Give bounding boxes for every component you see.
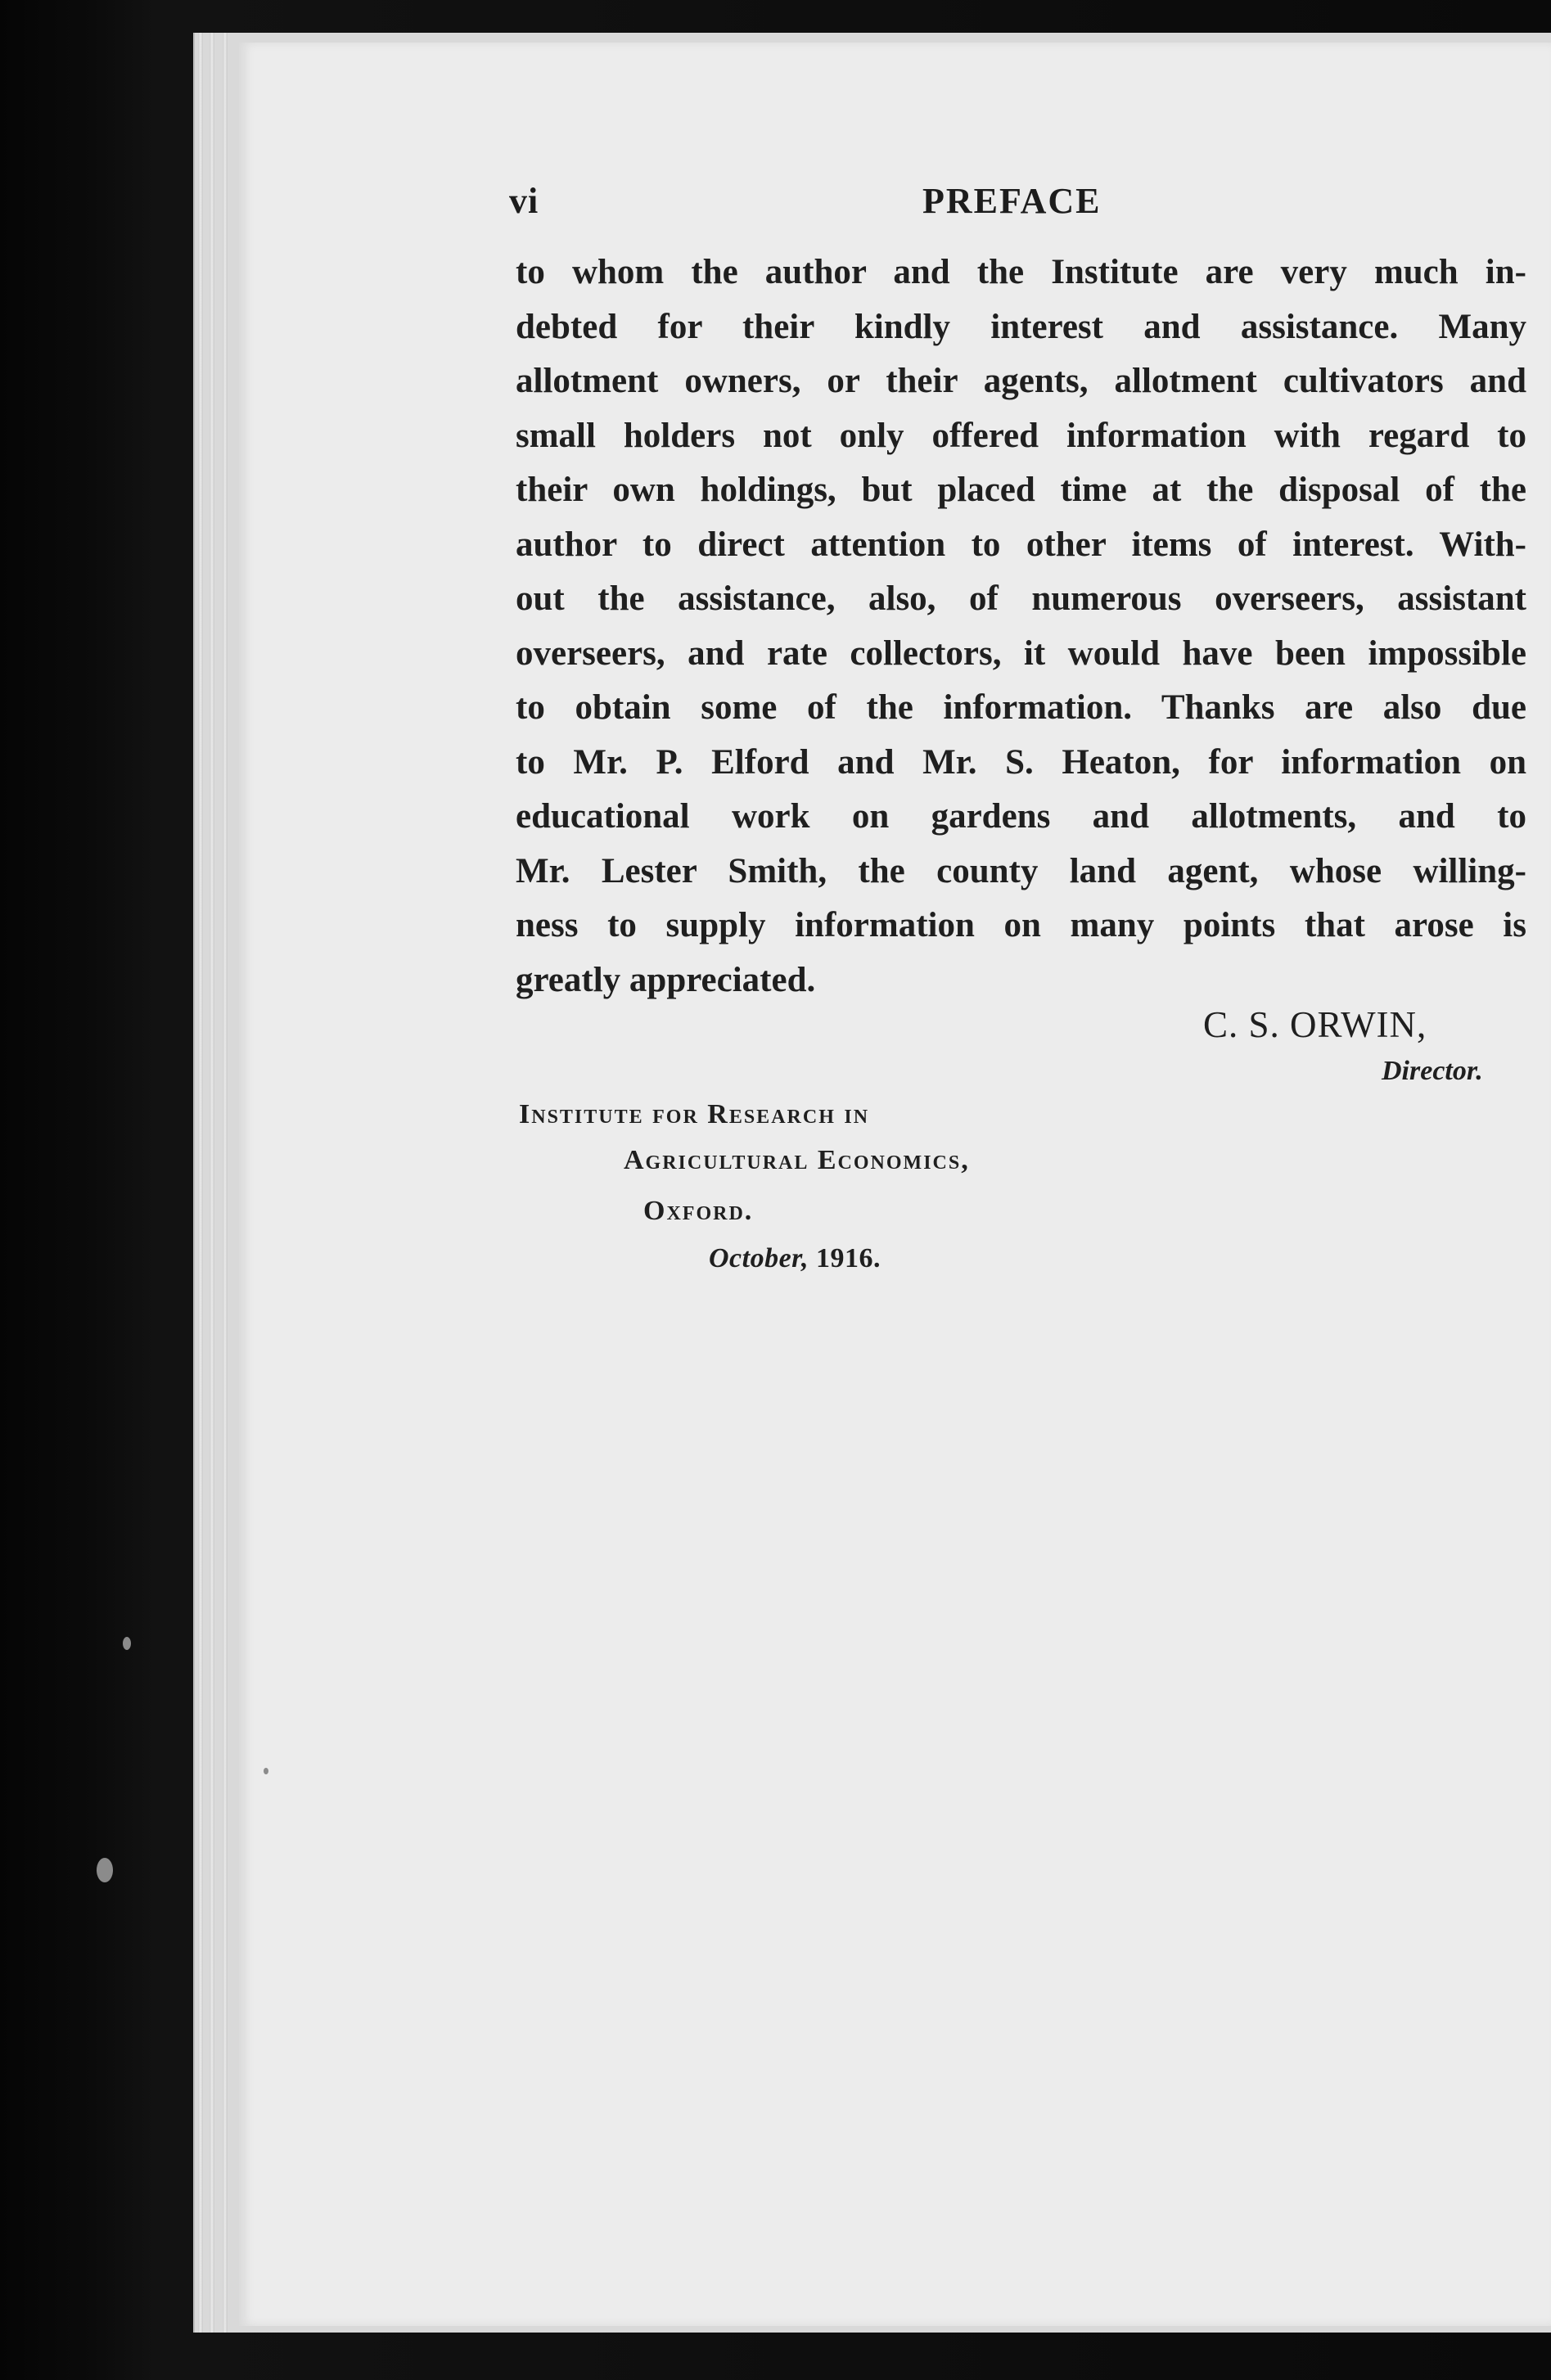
address-date bbox=[709, 1233, 881, 1285]
text-line: overseers, and rate collectors, it would have been impossible bbox=[516, 633, 1526, 673]
text-line: educational work on gardens and allotments, and to bbox=[516, 797, 1526, 836]
page-edge bbox=[198, 33, 203, 2333]
text-line: debted for their kindly interest and assistance. Many bbox=[516, 307, 1526, 346]
preface-paragraph bbox=[516, 246, 1526, 1007]
date-year: 1916. bbox=[816, 1243, 881, 1273]
address-line-economics: Agricultural Economics, bbox=[624, 1145, 970, 1175]
page-number: vi bbox=[509, 181, 539, 221]
page-edge bbox=[223, 33, 228, 2333]
address-line-city: Oxford. bbox=[643, 1196, 754, 1226]
date-month: October, bbox=[709, 1243, 809, 1273]
text-line: ness to supply information on many points that arose is bbox=[516, 906, 1526, 944]
text-line: author to direct attention to other items of interest. With- bbox=[516, 525, 1526, 564]
text-line: Mr. Lester Smith, the county land agent, whose willing- bbox=[516, 851, 1526, 890]
page-header bbox=[509, 180, 1516, 229]
signature-title: Director. bbox=[1382, 1056, 1483, 1086]
text-line: to whom the author and the Institute are very much in- bbox=[516, 253, 1526, 291]
text-line: to Mr. P. Elford and Mr. S. Heaton, for information on bbox=[516, 742, 1526, 782]
text-line: small holders not only offered information with regard to bbox=[516, 416, 1526, 455]
signature-name: C. S. ORWIN, bbox=[1203, 1004, 1427, 1045]
address-line-institute: Institute for Research in bbox=[519, 1099, 870, 1129]
text-line: to obtain some of the information. Thanks are also due bbox=[516, 688, 1526, 727]
scan-speck bbox=[123, 1637, 131, 1650]
running-head: PREFACE bbox=[922, 181, 1102, 221]
page-edge bbox=[210, 33, 214, 2333]
scan-speck bbox=[97, 1858, 113, 1882]
text-line: out the assistance, also, of numerous overseers, assistant bbox=[516, 579, 1526, 618]
text-line: allotment owners, or their agents, allotment cultivators and bbox=[516, 362, 1526, 400]
scan-speck bbox=[264, 1768, 268, 1774]
text-line: their own holdings, but placed time at the disposal of the bbox=[516, 471, 1526, 509]
text-line: greatly appreciated. bbox=[516, 960, 816, 999]
